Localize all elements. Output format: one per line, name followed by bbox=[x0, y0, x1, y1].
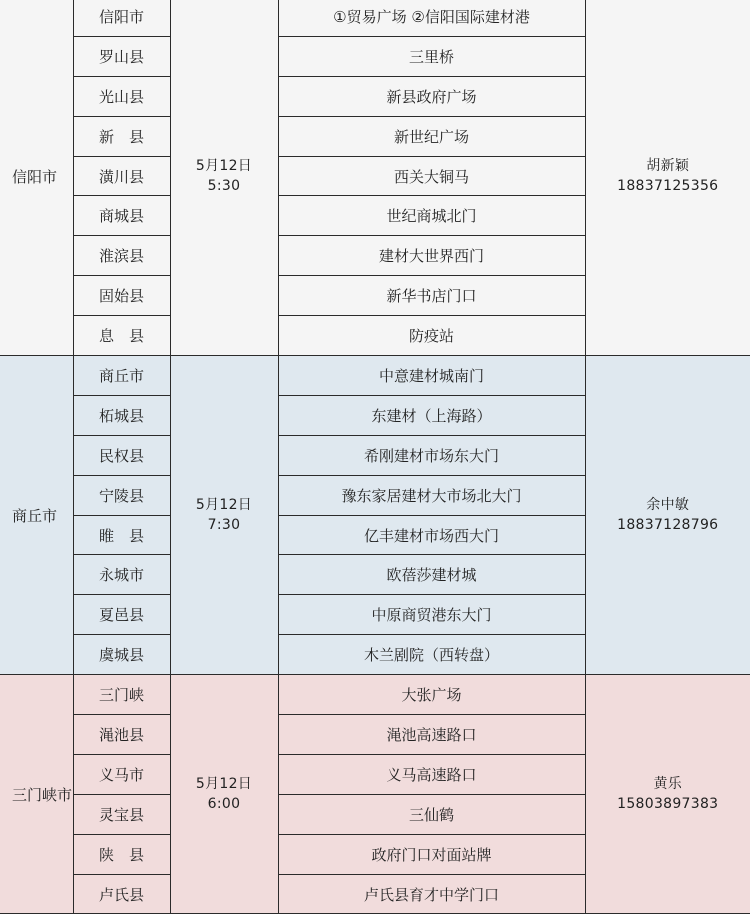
contact-name: 胡新颖 bbox=[646, 158, 690, 174]
table-row bbox=[0, 675, 750, 715]
county-cell: 宁陵县 bbox=[73, 475, 170, 515]
county-cell: 罗山县 bbox=[73, 36, 170, 76]
city-cell: 信阳市 bbox=[0, 0, 73, 356]
county-cell: 潢川县 bbox=[73, 156, 170, 196]
county-cell: 柘城县 bbox=[73, 395, 170, 435]
contact-phone: 18837128796 bbox=[617, 517, 719, 534]
contact-phone: 15803897383 bbox=[617, 796, 719, 813]
county-cell: 睢 县 bbox=[73, 515, 170, 555]
pickup-location-cell: 新华书店门口 bbox=[278, 276, 585, 316]
pickup-location-cell: 政府门口对面站牌 bbox=[278, 834, 585, 874]
pickup-location-cell: 东建材（上海路） bbox=[278, 395, 585, 435]
contact-phone: 18837125356 bbox=[617, 178, 719, 194]
pickup-location-cell: 希刚建材市场东大门 bbox=[278, 435, 585, 475]
table-row bbox=[0, 0, 750, 36]
pickup-location-cell: 新县政府广场 bbox=[278, 76, 585, 116]
contact-name: 余中敏 bbox=[646, 497, 690, 514]
county-cell: 灵宝县 bbox=[73, 794, 170, 834]
pickup-location-cell: 义马高速路口 bbox=[278, 754, 585, 794]
county-cell: 虞城县 bbox=[73, 635, 170, 675]
pickup-location-cell: 大张广场 bbox=[278, 675, 585, 715]
departure-date: 5月12日 bbox=[195, 497, 253, 514]
departure-time: 6:00 bbox=[207, 796, 241, 813]
contact-cell bbox=[585, 356, 750, 675]
pickup-location-cell: 西关大铜马 bbox=[278, 156, 585, 196]
county-cell: 义马市 bbox=[73, 754, 170, 794]
pickup-location-cell: 中原商贸港东大门 bbox=[278, 595, 585, 635]
county-cell: 陕 县 bbox=[73, 834, 170, 874]
departure-time: 5:30 bbox=[207, 178, 241, 194]
county-cell: 商城县 bbox=[73, 196, 170, 236]
pickup-location-cell: 三里桥 bbox=[278, 36, 585, 76]
county-cell: 固始县 bbox=[73, 276, 170, 316]
pickup-location-cell: 防疫站 bbox=[278, 316, 585, 356]
county-cell: 渑池县 bbox=[73, 715, 170, 755]
county-cell: 光山县 bbox=[73, 76, 170, 116]
pickup-location-cell: ①贸易广场 ②信阳国际建材港 bbox=[278, 0, 585, 36]
pickup-location-cell: 渑池高速路口 bbox=[278, 715, 585, 755]
county-cell: 民权县 bbox=[73, 435, 170, 475]
contact-cell bbox=[585, 675, 750, 914]
county-cell: 息 县 bbox=[73, 316, 170, 356]
pickup-location-cell: 亿丰建材市场西大门 bbox=[278, 515, 585, 555]
pickup-location-cell: 三仙鹤 bbox=[278, 794, 585, 834]
county-cell: 信阳市 bbox=[73, 0, 170, 36]
table-row bbox=[0, 356, 750, 396]
pickup-location-cell: 建材大世界西门 bbox=[278, 236, 585, 276]
county-cell: 商丘市 bbox=[73, 356, 170, 396]
departure-time-cell bbox=[170, 675, 278, 914]
pickup-location-cell: 卢氏县育才中学门口 bbox=[278, 874, 585, 914]
departure-time-cell bbox=[170, 356, 278, 675]
county-cell: 永城市 bbox=[73, 555, 170, 595]
pickup-location-cell: 世纪商城北门 bbox=[278, 196, 585, 236]
pickup-location-cell: 欧蓓莎建材城 bbox=[278, 555, 585, 595]
departure-date: 5月12日 bbox=[195, 158, 253, 174]
pickup-location-cell: 木兰剧院（西转盘） bbox=[278, 635, 585, 675]
departure-date: 5月12日 bbox=[195, 776, 253, 793]
contact-cell bbox=[585, 0, 750, 356]
pickup-location-cell: 中意建材城南门 bbox=[278, 356, 585, 396]
departure-time-cell bbox=[170, 0, 278, 356]
city-cell: 三门峡市 bbox=[0, 675, 73, 914]
county-cell: 三门峡 bbox=[73, 675, 170, 715]
county-cell: 夏邑县 bbox=[73, 595, 170, 635]
city-cell: 商丘市 bbox=[0, 356, 73, 675]
county-cell: 新 县 bbox=[73, 116, 170, 156]
county-cell: 卢氏县 bbox=[73, 874, 170, 914]
pickup-location-cell: 豫东家居建材大市场北大门 bbox=[278, 475, 585, 515]
county-cell: 淮滨县 bbox=[73, 236, 170, 276]
contact-name: 黄乐 bbox=[653, 776, 683, 793]
departure-time: 7:30 bbox=[207, 517, 241, 534]
pickup-location-cell: 新世纪广场 bbox=[278, 116, 585, 156]
